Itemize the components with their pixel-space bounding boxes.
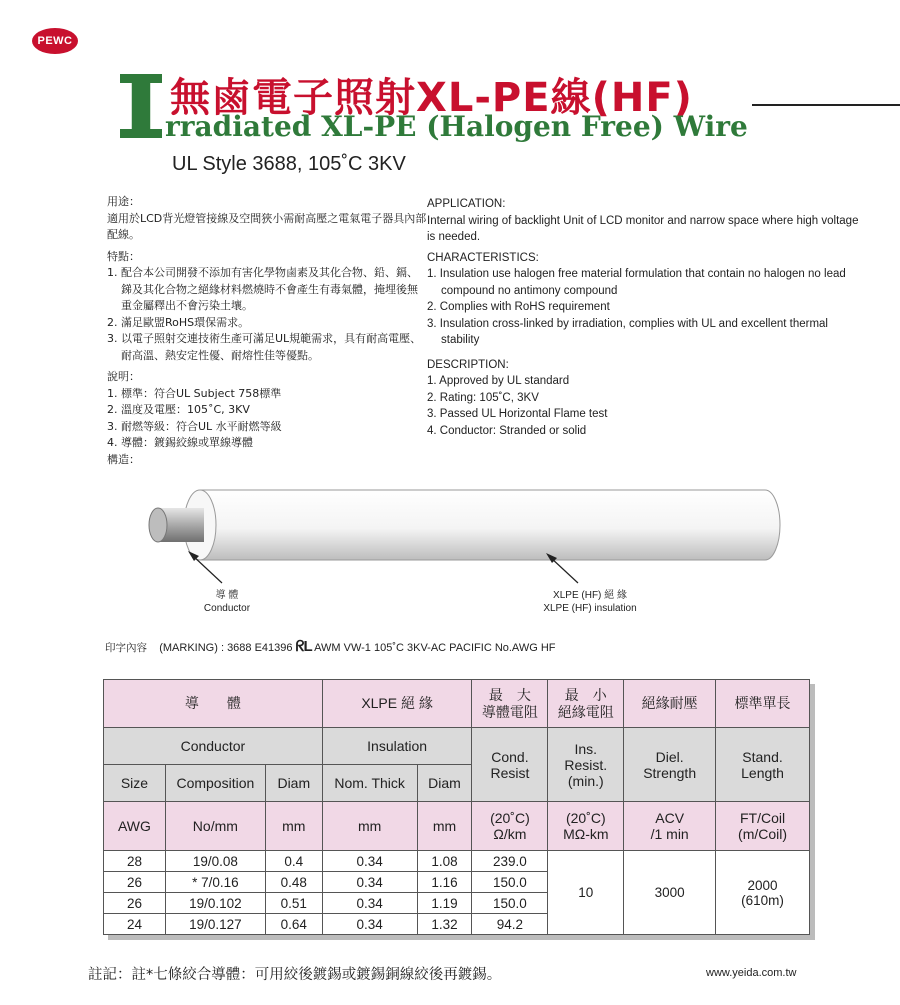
unit-composition: No/mm — [165, 802, 265, 851]
cell-size: 26 — [104, 872, 166, 893]
description-list-zh — [107, 386, 427, 452]
insulation-shape — [184, 490, 780, 560]
list-item: 2. Rating: 105˚C, 3KV — [427, 391, 539, 404]
title-english: rradiated XL-PE (Halogen Free) Wire — [165, 110, 748, 143]
list-item: 3. Insulation cross-linked by irradiation, complies with UL and excellent thermal stability — [427, 317, 828, 346]
subheader-composition: Composition — [165, 765, 265, 802]
header-line: Ins. — [574, 740, 598, 757]
header-cond-resist-en — [472, 728, 548, 802]
header-line: Resist. — [564, 756, 608, 773]
list-item: 1. 標準：符合UL Subject 758標準 — [107, 386, 282, 400]
header-insulation-zh: XLPE 絕 緣 — [322, 680, 472, 728]
footnote: 註記：註*七條絞合導體：可用絞後鍍錫或鍍錫銅線絞後再鍍錫。 — [88, 967, 502, 983]
unit-line: (m/Coil) — [738, 826, 788, 842]
cell-od: 1.19 — [417, 893, 472, 914]
cell-ins-resist-merged: 10 — [548, 851, 624, 935]
list-item: 1. Insulation use halogen free material formulation that contain no halogen no lead compound no antimony compound — [427, 268, 846, 297]
conductor-label-en: Conductor — [203, 603, 251, 614]
unit-diam: mm — [265, 802, 322, 851]
cell-length-merged — [716, 851, 810, 935]
conductor-label — [177, 589, 277, 615]
header-min-ins-resist-zh — [548, 680, 624, 728]
title-chinese: 無鹵電子照射XL-PE線(HF) — [170, 75, 693, 121]
table-units-row — [104, 802, 810, 851]
ul-style-subtitle: UL Style 3688, 105˚C 3KV — [172, 153, 406, 175]
list-item: 1. 配合本公司開發不添加有害化學物鹵素及其化合物、鉛、鎘、銻及其化合物之絕緣材料燃燒時不會產生有毒氣體，掩埋後無重金屬釋出不會污染土壤。 — [107, 266, 418, 312]
chinese-spec-column — [107, 194, 427, 468]
cell-diel-merged: 3000 — [624, 851, 716, 935]
header-line: 導體電阻 — [481, 703, 538, 720]
header-ins-resist-en — [548, 728, 624, 802]
unit-diel — [624, 802, 716, 851]
header-conductor-zh: 導 體 — [104, 680, 323, 728]
cell-size: 24 — [104, 914, 166, 935]
length-line: 2000 — [747, 877, 778, 893]
list-item: 3. Passed UL Horizontal Flame test — [427, 408, 608, 420]
unit-line: (20˚C) — [565, 810, 606, 826]
conductor-label-zh: 導 體 — [215, 590, 239, 601]
cell-resist: 94.2 — [472, 914, 548, 935]
list-item: 3. 以電子照射交連技術生產可滿足UL規範需求，具有耐高電壓、耐高溫、熱安定性優、耐熔性佳等優點。 — [107, 332, 422, 362]
marking-line — [105, 638, 556, 655]
description-list-en — [427, 373, 867, 439]
list-item: 4. Conductor: Stranded or solid — [427, 424, 587, 437]
header-length-en — [716, 728, 810, 802]
cell-od: 1.16 — [417, 872, 472, 893]
unit-line: ACV — [655, 810, 685, 826]
title-initial-i-icon — [120, 74, 162, 138]
description-title-zh: 說明： — [107, 370, 140, 383]
marking-prefix: (MARKING) : 3688 E41396 — [159, 642, 293, 654]
header-line: Cond. — [491, 748, 529, 765]
marking-suffix: AWM VW-1 105˚C 3KV-AC PACIFIC No.AWG HF — [314, 642, 556, 654]
table-header-zh-row — [104, 680, 810, 728]
construction-title: 構造： — [107, 452, 140, 466]
header-conductor-en: Conductor — [104, 728, 323, 765]
header-line: Diel. — [655, 748, 684, 765]
cell-diam: 0.4 — [265, 851, 322, 872]
subheader-diam-ins: Diam — [417, 765, 472, 802]
subheader-size: Size — [104, 765, 166, 802]
cell-composition: 19/0.08 — [165, 851, 265, 872]
description-title-en: DESCRIPTION: — [427, 358, 509, 371]
unit-ins-resist — [548, 802, 624, 851]
ul-mark-icon: ᖇL — [295, 638, 312, 655]
length-line: (610m) — [741, 892, 784, 908]
cable-illustration — [0, 480, 900, 620]
cell-size: 26 — [104, 893, 166, 914]
list-item: 1. Approved by UL standard — [427, 375, 570, 387]
features-title: 特點： — [107, 249, 140, 263]
title-rule — [752, 104, 900, 106]
application-title: APPLICATION: — [427, 198, 506, 210]
unit-line: MΩ-km — [563, 826, 609, 842]
usage-text: 適用於LCD背光燈管接線及空間狹小需耐高壓之電氣電子器具內部配線。 — [107, 211, 427, 241]
insulation-label — [520, 589, 660, 615]
cell-thick: 0.34 — [322, 893, 417, 914]
list-item: 2. Complies with RoHS requirement — [427, 301, 610, 313]
cell-composition: * 7/0.16 — [165, 872, 265, 893]
insulation-label-en: XLPE (HF) insulation — [543, 603, 637, 614]
header-length-zh: 標準單長 — [716, 680, 810, 728]
characteristics-list — [427, 266, 867, 349]
table-row — [104, 851, 810, 872]
application-text: Internal wiring of backlight Unit of LCD monitor and narrow space where high voltage is needed. — [427, 214, 859, 243]
header-line: 最 小 — [564, 686, 607, 703]
cell-thick: 0.34 — [322, 851, 417, 872]
pewc-logo: PEWC — [32, 28, 78, 54]
unit-size: AWG — [104, 802, 166, 851]
header-line: 最 大 — [488, 686, 531, 703]
insulation-label-zh: XLPE (HF) 絕 緣 — [553, 590, 627, 601]
cell-diam: 0.64 — [265, 914, 322, 935]
header-line: (min.) — [567, 772, 604, 789]
conductor-shape — [149, 508, 204, 542]
cell-composition: 19/0.127 — [165, 914, 265, 935]
cell-thick: 0.34 — [322, 872, 417, 893]
subheader-diam: Diam — [265, 765, 322, 802]
list-item: 3. 耐燃等級：符合UL 水平耐燃等級 — [107, 419, 282, 433]
cell-size: 28 — [104, 851, 166, 872]
cell-resist: 150.0 — [472, 872, 548, 893]
unit-line: Ω/km — [493, 826, 527, 842]
unit-line: (20˚C) — [490, 810, 530, 826]
header-line: Resist — [490, 764, 530, 781]
list-item: 2. 滿足歐盟RoHS環保需求。 — [107, 315, 250, 329]
list-item: 4. 導體：鍍錫絞線或單線導體 — [107, 436, 253, 449]
cell-thick: 0.34 — [322, 914, 417, 935]
marking-label: 印字內容 — [105, 642, 147, 654]
usage-title: 用途： — [107, 195, 140, 208]
cell-composition: 19/0.102 — [165, 893, 265, 914]
unit-line: /1 min — [650, 826, 689, 842]
characteristics-title: CHARACTERISTICS: — [427, 251, 539, 264]
list-item: 2. 溫度及電壓：105˚C, 3KV — [107, 403, 250, 416]
website-url: www.yeida.com.tw — [706, 967, 797, 979]
header-line: Strength — [643, 764, 697, 781]
cell-od: 1.32 — [417, 914, 472, 935]
unit-line: FT/Coil — [739, 810, 786, 826]
header-line: 絕緣電阻 — [557, 703, 614, 720]
spec-table — [103, 679, 810, 935]
header-diel-zh: 絕緣耐壓 — [624, 680, 716, 728]
unit-nom-thick: mm — [322, 802, 417, 851]
header-insulation-en: Insulation — [322, 728, 472, 765]
cell-od: 1.08 — [417, 851, 472, 872]
unit-resist — [472, 802, 548, 851]
table-header-en-row — [104, 728, 810, 765]
features-list — [107, 265, 427, 364]
header-line: Stand. — [742, 748, 783, 765]
subheader-nom-thick: Nom. Thick — [322, 765, 417, 802]
unit-length — [716, 802, 810, 851]
cell-diam: 0.51 — [265, 893, 322, 914]
cell-resist: 239.0 — [472, 851, 548, 872]
header-max-resist-zh — [472, 680, 548, 728]
header-diel-en — [624, 728, 716, 802]
cell-diam: 0.48 — [265, 872, 322, 893]
unit-diam-ins: mm — [417, 802, 472, 851]
cell-resist: 150.0 — [472, 893, 548, 914]
english-spec-column — [427, 196, 867, 439]
header-line: Length — [741, 764, 784, 781]
